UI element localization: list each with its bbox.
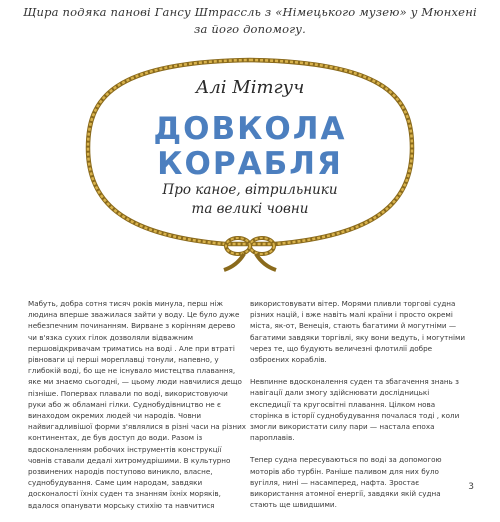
book-subtitle: Про каное, вітрильники та великі човни	[162, 182, 338, 217]
book-title-line-1: ДОВКОЛА	[153, 111, 347, 147]
paragraph: Тепер судна пересуваються по воді за допомогою моторів або турбін. Раніше паливом для них було вугілля, нині — насамперед, нафта. Зростає використання атомної енергії, завдяки якій судна стають ще швидшими.	[250, 455, 442, 510]
paragraph: використовувати вітер. Морями пливли торгові судна різних націй, і вже навіть малі країни і просто окремі міста, як-от, Венеція, стають багатими й могутніми — багатими завдяки торгівлі, яку вони ведуть, і могутніми через те, що будують величезні флотилії добре озброєних кораблів.	[250, 299, 466, 365]
paragraph: Мабуть, добра сотня тисяч років минула, перш ніж людина вперше зважилася зайти у воду. Це було дуже небезпечним починанням. Вирване з корінням дерево чи в'язка сухих гілок дозволяли відважним першовідкривачам триматись на воді . Але при втраті рівноваги ці перші мореплавці тонули, напевно, у глибокій воді, бо ще не існувало мистецтва плавання, яке ми знаємо сьогодні, — цьому люди навчилися дещо пізніше. Попервах плавали по воді, використовуючи руки або ж обламані гілки. Суднобудівництво не є винаходом окремих людей чи народів. Човни найвигадливішої форми з'являлися в різні часи на різних континентах, де був доступ до води. Разом із вдосконаленням робочих інструментів конструкції човнів ставали дедалі хитромудрішими. В культурно розвинених народів поступово виникло, власне, суднобудування. Саме цим народам, завдяки досконалості їхніх суден та знанням їхніх моряків, вдалося опанувати морську стихію та навчитися	[28, 299, 247, 510]
author-name: Алі Мітгуч	[195, 77, 305, 98]
book-title-line-2: КОРАБЛЯ	[157, 146, 343, 182]
body-column-left	[28, 298, 246, 522]
paragraph: Невпинне вдосконалення суден та збагачення знань з навігації дали змогу здійснювати дослідницькі експедиції та кругосвітні плавання. Цілком нова сторінка в історії суднобудування почалася тоді , коли змогли використати силу пари — настала епоха пароплавів.	[250, 377, 460, 443]
acknowledgement-text: Щира подяка панові Гансу Штрассль з «Німецького музею» у Мюнхені за його допомогу.	[23, 5, 477, 36]
page-number: 3	[468, 482, 474, 492]
body-column-right	[250, 298, 468, 521]
